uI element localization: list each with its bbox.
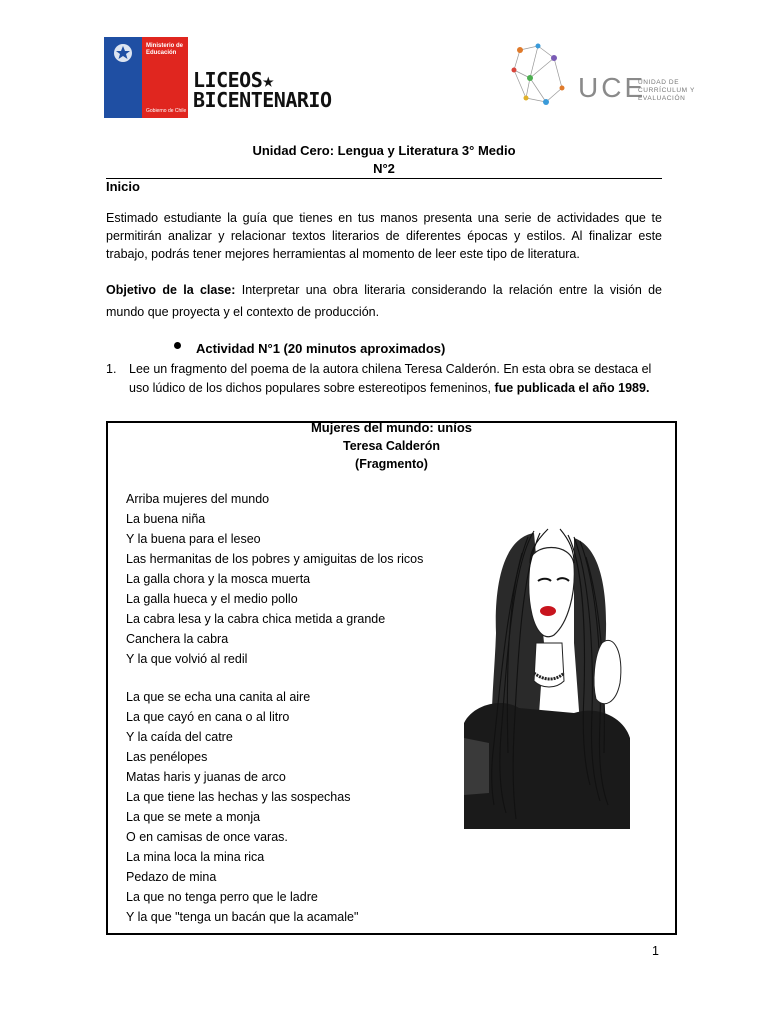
ministry-logo bbox=[104, 37, 188, 118]
intro-paragraph: Estimado estudiante la guía que tienes en tus manos presenta una serie de actividades que te permitirán analizar y relacionar textos literarios de diferentes épocas y estilos. Al finalizar este trabajo, podrás tener mejores herramientas al momento de leer este tipo de literatura. bbox=[106, 211, 662, 261]
objective-label: Objetivo de la clase: bbox=[106, 283, 236, 297]
ministry-name: Ministerio de Educación bbox=[146, 43, 184, 56]
liceos-bicentenario-logo bbox=[193, 70, 332, 110]
poem-box bbox=[106, 421, 677, 935]
page-number: 1 bbox=[652, 944, 659, 958]
poem-line: Y la caída del catre bbox=[126, 730, 233, 744]
activity-title: Actividad N°1 (20 minutos aproximados) bbox=[196, 341, 446, 356]
poem-stanza-1 bbox=[126, 489, 423, 669]
star-icon: ★ bbox=[262, 68, 274, 92]
item-text-bold: fue publicada el año 1989. bbox=[494, 381, 650, 395]
item-text bbox=[129, 360, 662, 398]
coat-of-arms-icon bbox=[113, 43, 133, 63]
poem-line: Canchera la cabra bbox=[126, 632, 229, 646]
title-divider bbox=[106, 178, 662, 179]
document-title: Unidad Cero: Lengua y Literatura 3° Medio bbox=[252, 143, 516, 158]
objective-text: Interpretar una obra literaria considerando la relación entre la visión de mundo que proyecta y el contexto de producción. bbox=[106, 283, 662, 319]
poem-line: Y la buena para el leseo bbox=[126, 532, 261, 546]
poem-line: Las hermanitas de los pobres y amiguitas de los ricos bbox=[126, 552, 424, 566]
uce-sub-line3: EVALUACIÓN bbox=[638, 95, 686, 102]
poem-note: (Fragmento) bbox=[355, 457, 428, 471]
poem-line: La mina loca la mina rica bbox=[126, 850, 265, 864]
activity-instruction bbox=[106, 360, 662, 398]
poem-title: Mujeres del mundo: uníos bbox=[310, 421, 473, 435]
poem-line: O en camisas de once varas. bbox=[126, 830, 288, 844]
poem-line: La que tiene las hechas y las sospechas bbox=[126, 790, 351, 804]
poem-line: Pedazo de mina bbox=[126, 870, 217, 884]
logo-line1: LICEOS bbox=[193, 68, 263, 92]
poem-line: Y la que "tenga un bacán que la acamale" bbox=[126, 910, 359, 924]
uce-logo-subtitle bbox=[638, 79, 695, 103]
network-graph-icon bbox=[506, 40, 574, 110]
poem-line: Matas haris y juanas de arco bbox=[126, 770, 286, 784]
uce-sub-line2: CURRÍCULUM Y bbox=[638, 87, 695, 94]
uce-logo-text: UCE bbox=[578, 72, 647, 103]
poem-stanza-2 bbox=[126, 687, 358, 927]
item-text-regular: Lee un fragmento del poema de la autora chilena Teresa Calderón. En esta obra se destaca el uso lúdico de los dichos populares sobre estereotipos femeninos, bbox=[129, 362, 652, 395]
section-heading: Inicio bbox=[106, 179, 140, 194]
ministry-logo-blue-block bbox=[104, 37, 142, 118]
poem-line: Y la que volvió al redil bbox=[126, 652, 248, 666]
government-name: Gobierno de Chile bbox=[146, 108, 187, 114]
poem-line: La galla hueca y el medio pollo bbox=[126, 592, 298, 606]
poem-line: La que se echa una canita al aire bbox=[126, 690, 311, 704]
document-number: N°2 bbox=[373, 161, 395, 176]
item-number: 1. bbox=[106, 362, 117, 376]
poem-line: La buena niña bbox=[126, 512, 206, 526]
poem-author: Teresa Calderón bbox=[342, 439, 441, 453]
poem-line: Arriba mujeres del mundo bbox=[126, 492, 270, 506]
poem-line: La galla chora y la mosca muerta bbox=[126, 572, 311, 586]
woman-illustration bbox=[464, 523, 630, 829]
poem-line: La que no tenga perro que le ladre bbox=[126, 890, 318, 904]
objective-paragraph bbox=[106, 279, 662, 323]
logo-line2: BICENTENARIO bbox=[193, 88, 332, 112]
poem-line: La que cayó en cana o al litro bbox=[126, 710, 290, 724]
bullet-icon bbox=[174, 342, 181, 349]
poem-line: La cabra lesa y la cabra chica metida a grande bbox=[126, 612, 386, 626]
poem-line: La que se mete a monja bbox=[126, 810, 261, 824]
ministry-logo-red-block bbox=[142, 37, 188, 118]
poem-line: Las penélopes bbox=[126, 750, 208, 764]
uce-sub-line1: UNIDAD DE bbox=[638, 79, 680, 86]
